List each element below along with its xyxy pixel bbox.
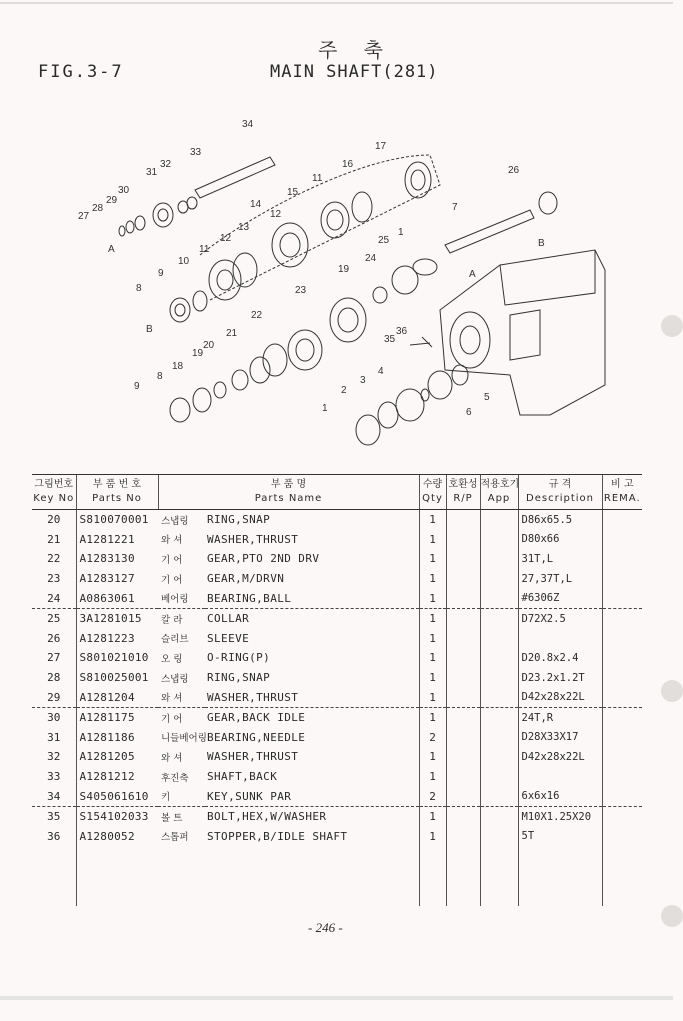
part-name-korean: 스톱퍼 xyxy=(161,832,189,844)
part-no: S810025001 xyxy=(76,668,158,688)
callout: 7 xyxy=(452,202,458,213)
description: 27,37T,L xyxy=(518,569,602,589)
part-name: GEAR,PTO 2ND DRV xyxy=(207,552,320,566)
app-cell xyxy=(480,549,518,569)
rp-cell xyxy=(446,648,480,668)
title-english: MAIN SHAFT(281) xyxy=(270,62,439,82)
table-row xyxy=(32,510,642,530)
figure-label: FIG.3-7 xyxy=(38,62,124,82)
part-name: WASHER,THRUST xyxy=(207,750,299,764)
header-key-no: 그림번호 Key No xyxy=(32,475,76,510)
header-remarks: 비 고 REMA. xyxy=(602,475,642,510)
app-cell xyxy=(480,668,518,688)
header-parts-no: 부 품 번 호 Parts No xyxy=(76,475,158,510)
key-no: 25 xyxy=(47,612,61,626)
snap-ring-20 xyxy=(250,357,270,383)
description: M10X1.25X20 xyxy=(518,806,602,826)
description: D86x65.5 xyxy=(518,510,602,530)
rp-cell xyxy=(446,786,480,806)
callout: 1 xyxy=(322,403,328,414)
table-row xyxy=(32,629,642,649)
table-row xyxy=(32,588,642,608)
part-name-korean: 칼 라 xyxy=(161,614,183,626)
part-name-korean: 슬리브 xyxy=(161,634,189,646)
part-no: A1281212 xyxy=(76,767,158,787)
quantity: 1 xyxy=(419,569,446,589)
callout: 19 xyxy=(338,264,350,275)
collar-4 xyxy=(421,389,429,401)
o-ring-drawing xyxy=(119,226,125,236)
part-no: A1280052 xyxy=(76,827,158,847)
parts-table-wrapper xyxy=(32,474,642,906)
rp-cell xyxy=(446,668,480,688)
quantity: 2 xyxy=(419,728,446,748)
callout: 35 xyxy=(384,334,396,345)
bearing-8-lower xyxy=(193,388,211,412)
part-name-korean: 와 셔 xyxy=(161,752,183,764)
remarks-cell xyxy=(602,668,642,688)
part-no: S801021010 xyxy=(76,648,158,668)
part-no: A1283127 xyxy=(76,569,158,589)
description: 31T,L xyxy=(518,549,602,569)
table-row xyxy=(32,668,642,688)
part-no: A0863061 xyxy=(76,588,158,608)
key-no: 31 xyxy=(47,730,61,744)
part-no: A1281223 xyxy=(76,629,158,649)
stopper-36 xyxy=(422,337,432,347)
remarks-cell xyxy=(602,588,642,608)
remarks-cell xyxy=(602,827,642,847)
gear-3 xyxy=(396,389,424,421)
punch-hole xyxy=(661,905,683,927)
ring-19 xyxy=(373,287,387,303)
callout: 34 xyxy=(242,119,254,130)
part-name: GEAR,BACK IDLE xyxy=(207,711,306,725)
key-no: 36 xyxy=(47,829,61,843)
callout: 2 xyxy=(341,385,347,396)
part-name: SHAFT,BACK xyxy=(207,770,278,784)
callout: B xyxy=(538,238,545,249)
callout: 21 xyxy=(226,328,238,339)
rp-cell xyxy=(446,767,480,787)
thrust-washer-drawing xyxy=(187,197,197,209)
needle-bearing-drawing xyxy=(178,201,188,213)
callout: 33 xyxy=(190,147,202,158)
quantity: 1 xyxy=(419,648,446,668)
bearing-5 xyxy=(452,365,468,385)
description: #6306Z xyxy=(518,588,602,608)
part-no: 3A1281015 xyxy=(76,608,158,628)
app-cell xyxy=(480,806,518,826)
remarks-cell xyxy=(602,687,642,707)
part-no: S405061610 xyxy=(76,786,158,806)
table-row xyxy=(32,608,642,628)
snap-ring-1 xyxy=(356,415,380,445)
app-cell xyxy=(480,786,518,806)
quantity: 1 xyxy=(419,530,446,550)
header-rp: 호환성 R/P xyxy=(446,475,480,510)
remarks-cell xyxy=(602,728,642,748)
empty-row xyxy=(32,846,642,906)
app-cell xyxy=(480,827,518,847)
key-no: 27 xyxy=(47,651,61,665)
back-shaft-drawing xyxy=(195,157,275,198)
part-no: S154102033 xyxy=(76,806,158,826)
bearing-24 xyxy=(392,266,418,294)
callout: 24 xyxy=(365,253,377,264)
header-description: 규 격 Description xyxy=(518,475,602,510)
transmission-case-drawing xyxy=(440,250,605,415)
part-name: O-RING(P) xyxy=(207,651,271,665)
part-name: RING,SNAP xyxy=(207,671,271,685)
part-name: COLLAR xyxy=(207,612,250,626)
quantity: 1 xyxy=(419,806,446,826)
quantity: 1 xyxy=(419,668,446,688)
app-cell xyxy=(480,648,518,668)
key-no: 32 xyxy=(47,750,61,764)
rp-cell xyxy=(446,608,480,628)
key-no: 23 xyxy=(47,572,61,586)
app-cell xyxy=(480,747,518,767)
part-name-korean: 베어링 xyxy=(158,588,205,608)
bolt-35 xyxy=(410,343,430,345)
callout: 14 xyxy=(250,199,262,210)
callout: 6 xyxy=(466,407,472,418)
callout: B xyxy=(146,324,153,335)
part-name: GEAR,M/DRVN xyxy=(207,572,285,586)
quantity: 1 xyxy=(419,549,446,569)
rp-cell xyxy=(446,707,480,727)
key-no: 21 xyxy=(47,532,61,546)
table-row xyxy=(32,707,642,727)
key-no: 24 xyxy=(32,588,76,608)
table-row xyxy=(32,530,642,550)
back-idle-gear xyxy=(153,203,173,227)
callout: 29 xyxy=(106,195,118,206)
rp-cell xyxy=(446,530,480,550)
part-name-korean: 후진축 xyxy=(161,772,189,784)
callout: 11 xyxy=(199,244,210,255)
header-parts-name: 부 품 명 Parts Name xyxy=(158,475,419,510)
washer-drawing xyxy=(135,216,145,230)
callout: 8 xyxy=(157,371,163,382)
part-no: A1283130 xyxy=(76,549,158,569)
callout: 32 xyxy=(160,159,172,170)
callout: 10 xyxy=(178,256,190,267)
description: D72X2.5 xyxy=(518,608,602,628)
rp-cell xyxy=(446,549,480,569)
app-cell xyxy=(480,608,518,628)
main-shaft-drawing xyxy=(445,210,534,253)
description xyxy=(518,629,602,649)
part-name: BOLT,HEX,W/WASHER xyxy=(207,810,327,824)
description: 5T xyxy=(518,827,602,847)
quantity: 1 xyxy=(419,687,446,707)
description: D20.8x2.4 xyxy=(518,648,602,668)
rp-cell xyxy=(446,687,480,707)
rp-cell xyxy=(446,747,480,767)
remarks-cell xyxy=(602,569,642,589)
table-row xyxy=(32,728,642,748)
part-name-korean: 스냅링 xyxy=(161,673,189,685)
callout: 5 xyxy=(484,392,490,403)
key-no: 34 xyxy=(32,786,76,806)
part-no: A1281175 xyxy=(76,707,158,727)
callout: 9 xyxy=(158,268,164,279)
key-no: 33 xyxy=(47,770,61,784)
quantity: 1 xyxy=(419,767,446,787)
table-row xyxy=(32,806,642,826)
rp-cell xyxy=(446,806,480,826)
part-no: S810070001 xyxy=(76,510,158,530)
remarks-cell xyxy=(602,549,642,569)
callout: 13 xyxy=(238,222,250,233)
callout: 26 xyxy=(508,165,520,176)
part-no: A1281205 xyxy=(76,747,158,767)
diagram-callouts xyxy=(78,119,545,418)
callout: 3 xyxy=(360,375,366,386)
remarks-cell xyxy=(602,707,642,727)
key-no: 20 xyxy=(47,513,61,527)
callout: 4 xyxy=(378,366,384,377)
callout: 31 xyxy=(146,167,158,178)
description: 6x6x16 xyxy=(518,786,602,806)
quantity: 1 xyxy=(419,588,446,608)
callout: A xyxy=(469,269,476,280)
washer-2 xyxy=(378,402,398,428)
app-cell xyxy=(480,510,518,530)
punch-hole xyxy=(661,680,683,702)
table-row xyxy=(32,648,642,668)
table-row xyxy=(32,827,642,847)
app-cell xyxy=(480,569,518,589)
rp-cell xyxy=(446,728,480,748)
quantity: 1 xyxy=(419,510,446,530)
rp-cell xyxy=(446,569,480,589)
table-row xyxy=(32,767,642,787)
part-name: RING,SNAP xyxy=(207,513,271,527)
callout: 8 xyxy=(136,283,142,294)
ring-6 xyxy=(428,371,452,399)
remarks-cell xyxy=(602,608,642,628)
part-name-korean: 스냅링 xyxy=(161,515,189,527)
collar-9 xyxy=(193,291,207,311)
header-app: 적용호기 App xyxy=(480,475,518,510)
title-korean: 주 축 xyxy=(318,38,393,62)
app-cell xyxy=(480,687,518,707)
remarks-cell xyxy=(602,767,642,787)
callout: 28 xyxy=(92,203,104,214)
snap-ring-drawing xyxy=(126,221,134,233)
quantity: 1 xyxy=(419,747,446,767)
ring-19-lower xyxy=(232,370,248,390)
part-name-korean: 기 어 xyxy=(161,713,183,725)
callout: 12 xyxy=(220,233,232,244)
key-no: 30 xyxy=(47,711,61,725)
callout: 36 xyxy=(396,326,408,337)
header-qty: 수량 Qty xyxy=(419,475,446,510)
page-number: - 246 - xyxy=(308,920,343,935)
callout: 12 xyxy=(270,209,282,220)
quantity: 2 xyxy=(419,786,446,806)
part-name-korean: 볼 트 xyxy=(161,812,183,824)
callout: 18 xyxy=(172,361,184,372)
part-name: KEY,SUNK PAR xyxy=(205,786,419,806)
collar-18 xyxy=(214,382,226,398)
app-cell xyxy=(480,629,518,649)
part-name: STOPPER,B/IDLE SHAFT xyxy=(207,829,348,843)
callout: 9 xyxy=(134,381,140,392)
callout: 23 xyxy=(295,285,307,296)
quantity: 1 xyxy=(419,827,446,847)
part-name-korean: 기 어 xyxy=(161,574,183,586)
callout: 15 xyxy=(287,187,299,198)
part-name-korean: 오 링 xyxy=(161,653,183,665)
quantity: 1 xyxy=(419,629,446,649)
quantity: 1 xyxy=(419,707,446,727)
part-no: A1281204 xyxy=(76,687,158,707)
table-header-row xyxy=(32,475,642,510)
remarks-cell xyxy=(602,510,642,530)
punch-hole xyxy=(661,315,683,337)
app-cell xyxy=(480,728,518,748)
part-name: SLEEVE xyxy=(207,631,250,645)
description xyxy=(518,767,602,787)
description: D28X33X17 xyxy=(518,728,602,748)
gear-assembly-10-11 xyxy=(209,253,257,300)
gear-17 xyxy=(405,162,431,198)
part-name-korean: 키 xyxy=(158,786,205,806)
key-no: 26 xyxy=(47,631,61,645)
table-row xyxy=(32,687,642,707)
callout: 30 xyxy=(118,185,130,196)
description: 24T,R xyxy=(518,707,602,727)
rp-cell xyxy=(446,588,480,608)
description: D42x28x22L xyxy=(518,687,602,707)
scan-border-bottom xyxy=(0,996,673,1000)
callout: 22 xyxy=(251,310,263,321)
key-no: 22 xyxy=(47,552,61,566)
ring-16 xyxy=(352,192,372,222)
remarks-cell xyxy=(602,747,642,767)
rp-cell xyxy=(446,510,480,530)
part-no: A1281186 xyxy=(76,728,158,748)
table-row xyxy=(32,786,642,806)
callout: 25 xyxy=(378,235,390,246)
key-no: 29 xyxy=(32,687,76,707)
callout: 11 xyxy=(312,173,323,184)
callout: 16 xyxy=(342,159,354,170)
description: D80x66 xyxy=(518,530,602,550)
remarks-cell xyxy=(602,530,642,550)
bearing-8 xyxy=(170,298,190,322)
part-name-korean: 와 셔 xyxy=(161,535,183,547)
part-no: A1281221 xyxy=(76,530,158,550)
table-row xyxy=(32,549,642,569)
key-no: 35 xyxy=(47,810,61,824)
description: D23.2x1.2T xyxy=(518,668,602,688)
sleeve-26 xyxy=(539,192,557,214)
quantity: 1 xyxy=(419,608,446,628)
rp-cell xyxy=(446,629,480,649)
parts-table xyxy=(32,474,642,906)
part-name-korean: 기 어 xyxy=(161,554,183,566)
part-name: WASHER,THRUST xyxy=(205,687,419,707)
callout: 19 xyxy=(192,348,204,359)
app-cell xyxy=(480,707,518,727)
callout: 17 xyxy=(375,141,387,152)
remarks-cell xyxy=(602,629,642,649)
remarks-cell xyxy=(602,786,642,806)
app-cell xyxy=(480,767,518,787)
scan-border-top xyxy=(0,2,673,4)
app-cell xyxy=(480,530,518,550)
callout: 1 xyxy=(398,227,404,238)
callout: 20 xyxy=(203,340,215,351)
key-no: 28 xyxy=(47,671,61,685)
callout: A xyxy=(108,244,115,255)
part-name: WASHER,THRUST xyxy=(207,532,299,546)
rp-cell xyxy=(446,827,480,847)
gear-13 xyxy=(272,223,308,267)
exploded-parts-diagram xyxy=(78,115,620,455)
table-row xyxy=(32,747,642,767)
app-cell xyxy=(480,588,518,608)
table-row xyxy=(32,569,642,589)
part-name: BEARING,BALL xyxy=(205,588,419,608)
part-name: BEARING,NEEDLE xyxy=(207,730,306,744)
gear-22 xyxy=(288,330,322,370)
description: D42x28x22L xyxy=(518,747,602,767)
collar-9-lower xyxy=(170,398,190,422)
callout: 27 xyxy=(78,211,90,222)
remarks-cell xyxy=(602,806,642,826)
gear-23 xyxy=(330,298,366,342)
part-name-korean: 니들베어링 xyxy=(161,733,207,745)
remarks-cell xyxy=(602,648,642,668)
part-name-korean: 와 셔 xyxy=(158,687,205,707)
